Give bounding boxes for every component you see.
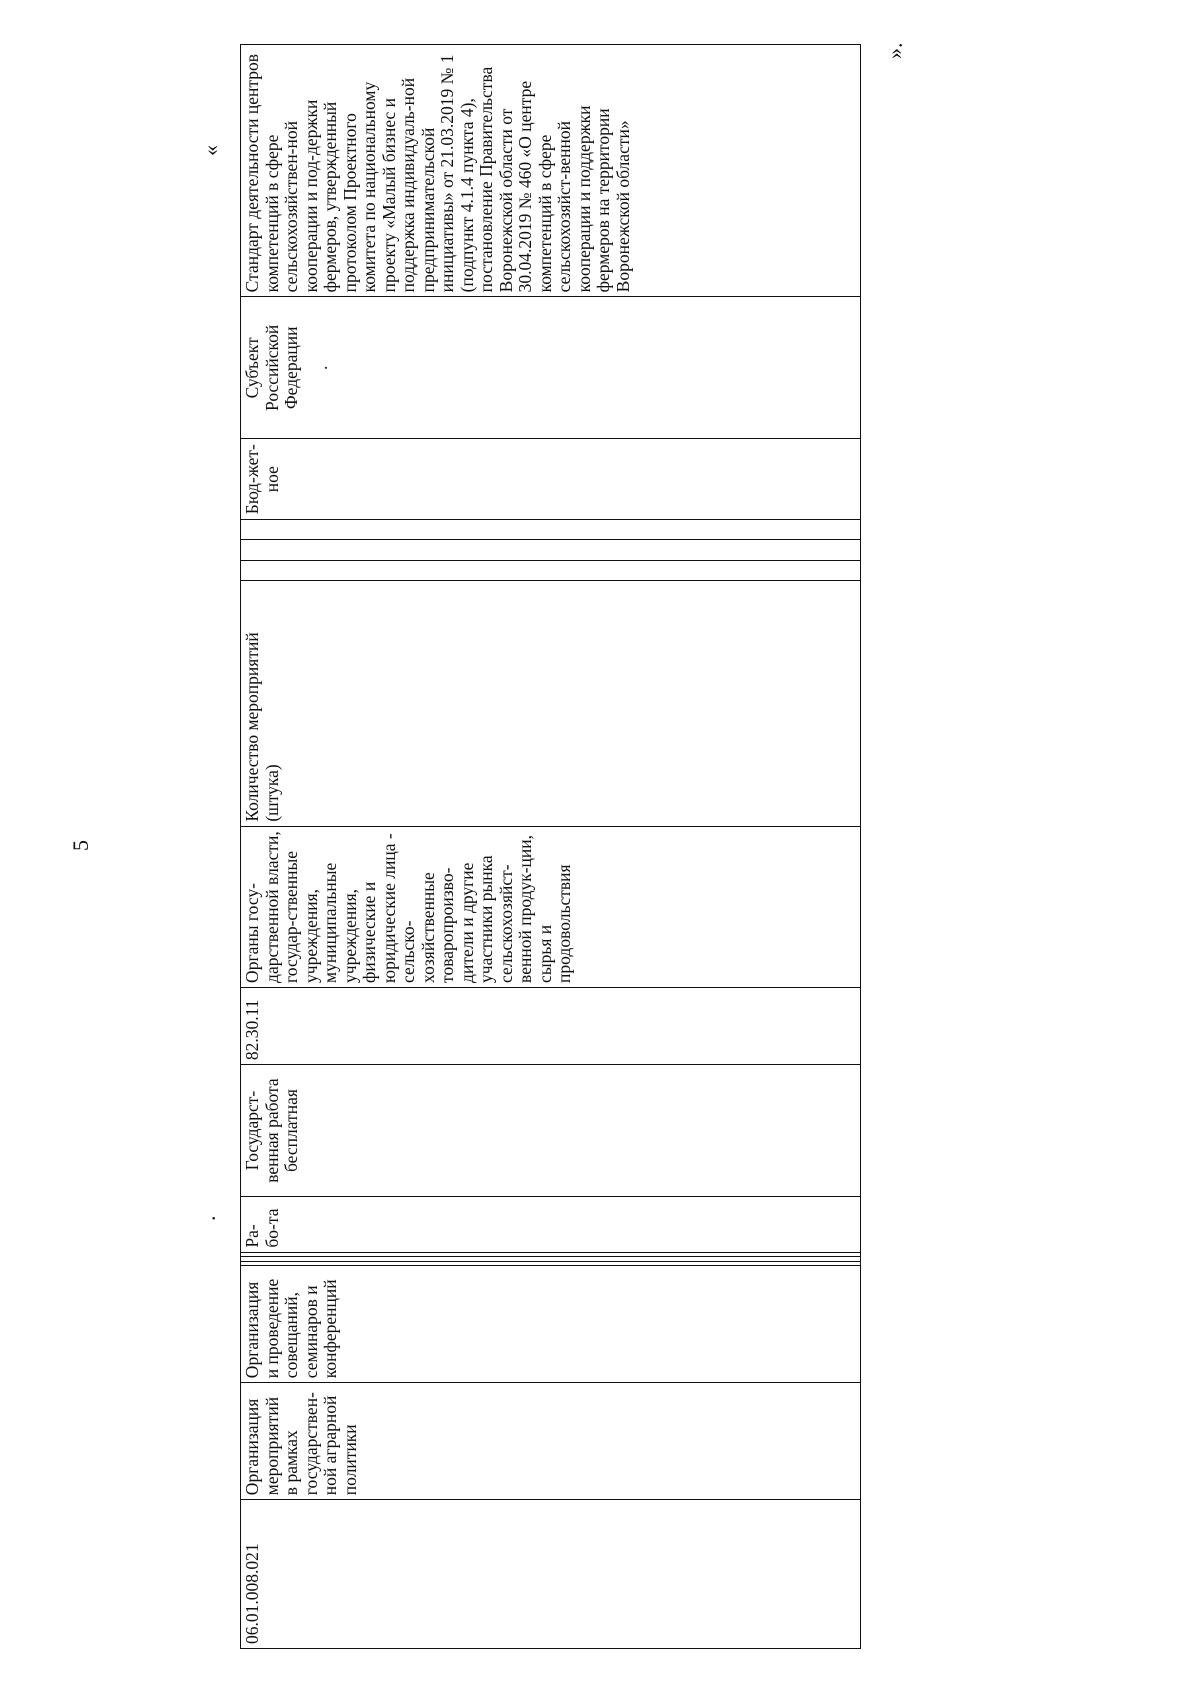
- cell-name: Организация мероприятий в рамках государствен-ной аграрной политики: [241, 1383, 861, 1500]
- cell-consumers: Органы госу-дарственной власти, государ-ственные учреждения, муниципальные учреждения, физические и юридические лица - сельско-хозяйственные товаропроизво-дители и другие участники рынка сельскохозяйст-венной продук-ции, сырья и продовольствия: [241, 826, 861, 987]
- cell-empty: [241, 1257, 861, 1262]
- opening-quote: «: [198, 145, 223, 156]
- cell-basis: Стандарт деятельности центров компетенций в сфере сельскохозяйствен-ной кооперации и под-держки фермеров, утвержденный протоколом Проектного комитета по национальному проекту «Малый бизнес и поддержка индивидуаль-ной предпринимательской инициативы» от 21.03.2019 № 1 (подпункт 4.1.4 пункта 4), постановление Правительства Воронежской области от 30.04.2019 № 460 «О центре компетенций в сфере сельскохозяйст-венной кооперации и поддержки фермеров на территории Воронежской области»: [241, 45, 861, 297]
- cell-code: 06.01.008.021: [241, 1500, 861, 1649]
- cell-kind: Государст-венная работа бесплатная: [241, 1065, 861, 1197]
- cell-empty: [241, 1252, 861, 1257]
- stray-dot: .: [195, 1215, 220, 1221]
- founder-text: Субъект Российской Федерации: [242, 324, 301, 411]
- closing-quote: ».: [882, 42, 907, 59]
- page-number: 5: [68, 840, 93, 851]
- cell-founder: [241, 297, 861, 439]
- cell-type: Ра-бо-та: [241, 1196, 861, 1252]
- table-row: [241, 45, 861, 1649]
- cell-empty: [241, 560, 861, 580]
- cell-content: Организация и проведение совещаний, семинаров и конференций: [241, 1266, 861, 1383]
- stray-dot: .: [310, 365, 331, 371]
- cell-institution-type: Бюд-жет-ное: [241, 439, 861, 520]
- cell-indicator: Количество мероприятий (штука): [241, 581, 861, 826]
- cell-empty: [241, 519, 861, 539]
- cell-empty: [241, 540, 861, 560]
- cell-empty: [241, 1261, 861, 1266]
- services-table: [240, 44, 861, 1649]
- cell-okved: 82.30.11: [241, 987, 861, 1064]
